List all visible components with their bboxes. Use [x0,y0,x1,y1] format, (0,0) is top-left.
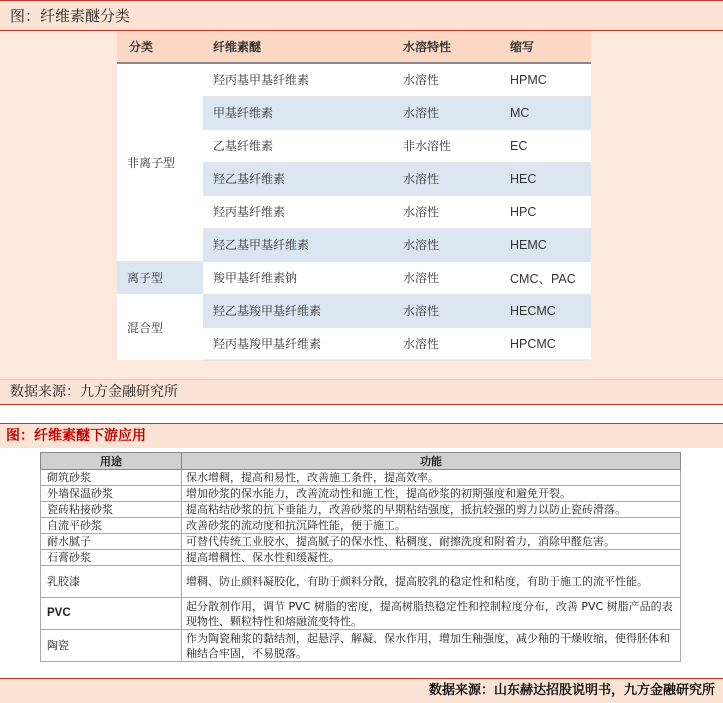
abbreviation: HPMC [500,63,591,96]
use-name: 耐水腻子 [41,534,182,550]
abbreviation: HPC [500,195,591,228]
table-row [117,294,591,327]
table-row [41,470,681,486]
ether-name: 羟丙基羧甲基纤维素 [203,327,393,360]
solubility: 水溶性 [393,294,500,327]
solubility: 水溶性 [393,261,500,294]
header-use: 用途 [41,453,182,470]
figure-title-applications: 图：纤维素醚下游应用 [0,423,723,448]
function-text: 增稠、防止颜料凝胶化，有助于颜料分散，提高胶乳的稳定性和粘度，有助于施工的流平性能。 [182,566,681,598]
header-category: 分类 [117,31,203,63]
solubility: 水溶性 [393,195,500,228]
ether-name: 乙基纤维素 [203,129,393,162]
table-row [117,261,591,294]
ether-name: 羟乙基羧甲基纤维素 [203,294,393,327]
use-name: 自流平砂浆 [41,518,182,534]
ether-name: 羟丙基纤维素 [203,195,393,228]
table-row [117,63,591,96]
table-row [41,534,681,550]
header-solubility: 水溶特性 [393,31,500,63]
figure-source: 数据来源：九方金融研究所 [0,379,723,405]
abbreviation: CMC、PAC [500,261,591,294]
ether-name: 羧甲基纤维素钠 [203,261,393,294]
header-function: 功能 [182,453,681,470]
ether-name: 羟乙基纤维素 [203,162,393,195]
header-abbr: 缩写 [500,31,591,63]
solubility: 水溶性 [393,96,500,129]
applications-table [40,452,681,662]
solubility: 水溶性 [393,228,500,261]
abbreviation: HPCMC [500,327,591,360]
table-header-row [117,31,591,63]
use-name: 石膏砂浆 [41,550,182,566]
category-ionic: 离子型 [117,261,203,294]
abbreviation: HEMC [500,228,591,261]
table-row [41,518,681,534]
category-nonionic: 非离子型 [117,63,203,261]
table-row [41,550,681,566]
category-mixed: 混合型 [117,294,203,360]
use-name: PVC [41,598,182,630]
solubility: 水溶性 [393,162,500,195]
function-text: 作为陶瓷釉浆的黏结剂，起悬浮、解凝、保水作用，增加生釉强度，减少釉的干燥收缩，使得胚体和釉结合牢固，不易脱落。 [182,630,681,662]
solubility: 非水溶性 [393,129,500,162]
ether-name: 羟丙基甲基纤维素 [203,63,393,96]
use-name: 外墙保温砂浆 [41,486,182,502]
function-text: 提高粘结砂浆的抗下垂能力，改善砂浆的早期粘结强度，抵抗较强的剪力以防止瓷砖滑落。 [182,502,681,518]
figure-source-applications: 数据来源：山东赫达招股说明书，九方金融研究所 [0,678,723,703]
abbreviation: HECMC [500,294,591,327]
solubility: 水溶性 [393,63,500,96]
use-name: 瓷砖粘接砂浆 [41,502,182,518]
function-text: 改善砂浆的流动度和抗沉降性能，便于施工。 [182,518,681,534]
table-row [41,598,681,630]
function-text: 可替代传统工业胶水，提高腻子的保水性、粘稠度、耐擦洗度和附着力，消除甲醛危害。 [182,534,681,550]
ether-name: 羟乙基甲基纤维素 [203,228,393,261]
abbreviation: HEC [500,162,591,195]
abbreviation: EC [500,129,591,162]
table-row [41,502,681,518]
use-name: 乳胶漆 [41,566,182,598]
function-text: 保水增稠，提高和易性，改善施工条件，提高效率。 [182,470,681,486]
header-ether: 纤维素醚 [203,31,393,63]
classification-table [117,31,591,361]
figure-title: 图：纤维素醚分类 [0,0,723,31]
function-text: 起分散剂作用，调节 PVC 树脂的密度，提高树脂热稳定性和控制粒度分布，改善 PVC 树脂产品的表现物性、颗粒特性和熔融流变特性。 [182,598,681,630]
ether-name: 甲基纤维素 [203,96,393,129]
table-header-row [41,453,681,470]
function-text: 提高增稠性、保水性和缓凝性。 [182,550,681,566]
table-row [41,566,681,598]
function-text: 增加砂浆的保水能力，改善流动性和施工性，提高砂浆的初期强度和避免开裂。 [182,486,681,502]
use-name: 陶瓷 [41,630,182,662]
use-name: 砌筑砂浆 [41,470,182,486]
solubility: 水溶性 [393,327,500,360]
table-row [41,486,681,502]
abbreviation: MC [500,96,591,129]
table-row [41,630,681,662]
